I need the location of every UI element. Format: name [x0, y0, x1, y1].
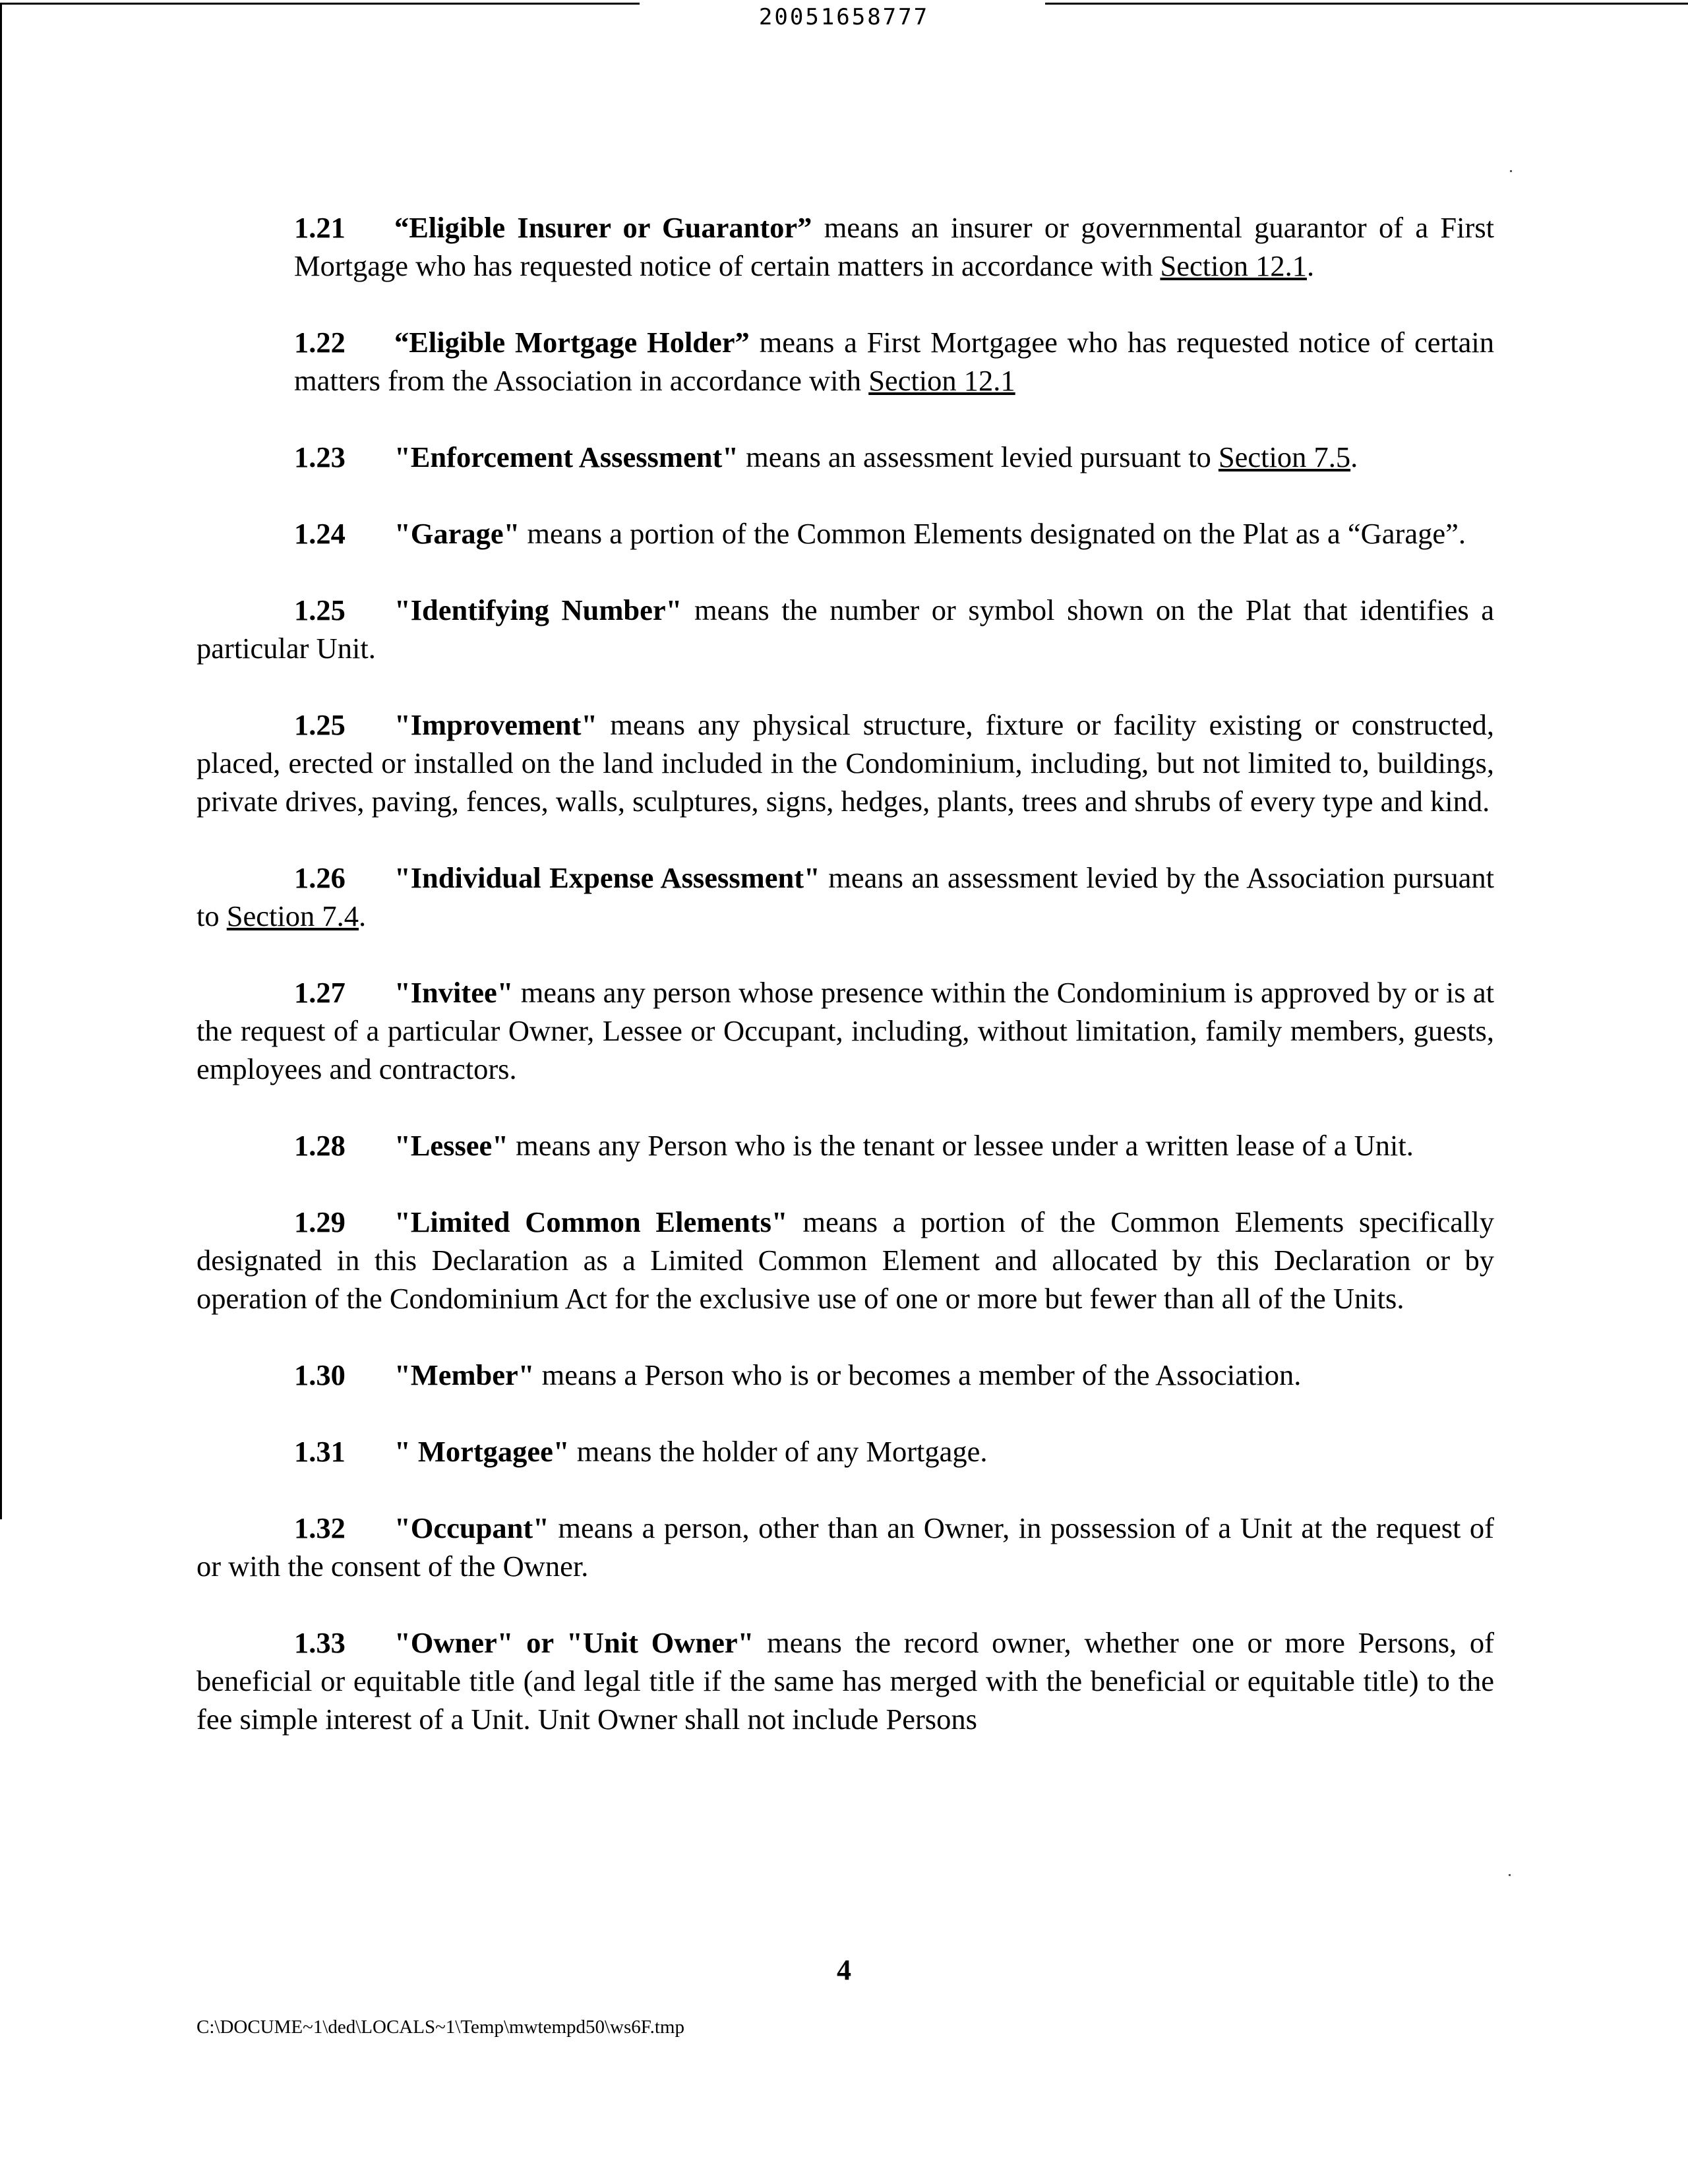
definition-1-24 — [196, 514, 1494, 553]
definition-text: means an assessment levied pursuant to — [738, 440, 1219, 473]
section-number: 1.26 — [294, 861, 346, 894]
section-reference: Section 12.1 — [868, 364, 1015, 397]
definition-1-26 — [196, 859, 1494, 935]
section-number: 1.25 — [294, 708, 346, 741]
definition-text: means the holder of any Mortgage. — [569, 1435, 988, 1468]
section-number: 1.30 — [294, 1358, 346, 1391]
section-number: 1.28 — [294, 1129, 346, 1162]
definition-text: means a Person who is or becomes a member of the Association. — [534, 1358, 1302, 1391]
definition-text: means the number or symbol shown on the Plat that identifies a particular Unit. — [196, 593, 1495, 665]
definition-1-21 — [294, 208, 1494, 285]
defined-term: "Improvement" — [394, 708, 598, 741]
section-number: 1.29 — [294, 1205, 346, 1238]
definition-text: means any physical structure, fixture or facility existing or constructed, placed, erected or installed on the land included in the Condominium, including, but not limited to, buildings, private drives, paving, fences, walls, sculptures, signs, hedges, plants, trees and shrubs of every type and kind. — [196, 708, 1494, 818]
page-edge-line — [0, 3, 2, 1519]
definition-1-32 — [196, 1509, 1494, 1585]
defined-term: "Limited Common Elements" — [394, 1205, 788, 1238]
definition-text: means any Person who is the tenant or lessee under a written lease of a Unit. — [508, 1129, 1414, 1162]
defined-term: "Enforcement Assessment" — [394, 440, 738, 473]
section-number: 1.33 — [294, 1626, 346, 1659]
defined-term: “Eligible Insurer or Guarantor” — [394, 211, 812, 244]
definition-text-end: . — [358, 899, 367, 932]
section-number: 1.32 — [294, 1511, 346, 1544]
defined-term: "Owner" or "Unit Owner" — [394, 1626, 754, 1659]
scan-speck — [1509, 1874, 1511, 1876]
definition-1-25-improvement — [196, 706, 1494, 820]
definition-text-end: . — [1306, 249, 1315, 282]
definition-text: means any person whose presence within the Condominium is approved by or is at the request of a particular Owner, Lessee or Occupant, including, without limitation, family members, guests, employees and contractors. — [196, 976, 1494, 1085]
section-reference: Section 7.5 — [1218, 440, 1351, 473]
section-number: 1.24 — [294, 517, 346, 550]
definition-text: means a portion of the Common Elements designated on the Plat as a “Garage”. — [520, 517, 1466, 550]
definition-1-28 — [196, 1126, 1494, 1165]
definition-1-29 — [196, 1203, 1494, 1318]
section-number: 1.21 — [294, 211, 346, 244]
document-number: 20051658777 — [758, 4, 930, 30]
section-number: 1.23 — [294, 440, 346, 473]
definition-1-30 — [196, 1356, 1494, 1394]
defined-term: "Identifying Number" — [394, 593, 682, 626]
definition-1-23 — [294, 438, 1494, 476]
section-reference: Section 7.4 — [226, 899, 359, 932]
definition-text: means a First Mortgagee who has requested notice of certain matters from the Association in accordance with — [294, 326, 1495, 397]
defined-term: " Mortgagee" — [394, 1435, 570, 1468]
defined-term: "Lessee" — [394, 1129, 508, 1162]
definition-1-25-identifying-number — [196, 591, 1494, 667]
definition-1-22 — [294, 323, 1494, 400]
definition-text: means a person, other than an Owner, in possession of a Unit at the request of or with the consent of the Owner. — [196, 1511, 1494, 1583]
definition-text-end: . — [1350, 440, 1358, 473]
definition-1-31 — [196, 1432, 1494, 1471]
definition-1-27 — [196, 973, 1494, 1088]
defined-term: "Individual Expense Assessment" — [394, 861, 820, 894]
document-body — [196, 208, 1494, 1776]
defined-term: "Occupant" — [394, 1511, 549, 1544]
defined-term: "Garage" — [394, 517, 520, 550]
definition-text: means an assessment levied by the Association pursuant to — [196, 861, 1494, 932]
definition-1-33 — [196, 1623, 1494, 1738]
defined-term: “Eligible Mortgage Holder” — [394, 326, 750, 359]
definition-text: means an insurer or governmental guarantor of a First Mortgage who has requested notice of certain matters in accordance with — [294, 211, 1494, 282]
section-number: 1.27 — [294, 976, 346, 1009]
section-reference: Section 12.1 — [1160, 249, 1307, 282]
section-number: 1.31 — [294, 1435, 346, 1468]
scan-speck — [1510, 170, 1512, 172]
definition-text: means a portion of the Common Elements specifically designated in this Declaration as a Limited Common Element and allocated by this Declaration or by operation of the Condominium Act for the exclusive use of one or more but fewer than all of the Units. — [196, 1205, 1495, 1315]
defined-term: "Invitee" — [394, 976, 514, 1009]
section-number: 1.25 — [294, 593, 346, 626]
file-path: C:\DOCUME~1\ded\LOCALS~1\Temp\mwtempd50\ws6F.tmp — [196, 2017, 684, 2038]
defined-term: "Member" — [394, 1358, 535, 1391]
definition-text: means the record owner, whether one or more Persons, of beneficial or equitable title (and legal title if the same has merged with the beneficial or equitable title) to the fee simple interest of a Unit. Unit Owner shall not include Persons — [196, 1626, 1494, 1736]
section-number: 1.22 — [294, 326, 346, 359]
page-number: 4 — [837, 1954, 851, 1986]
